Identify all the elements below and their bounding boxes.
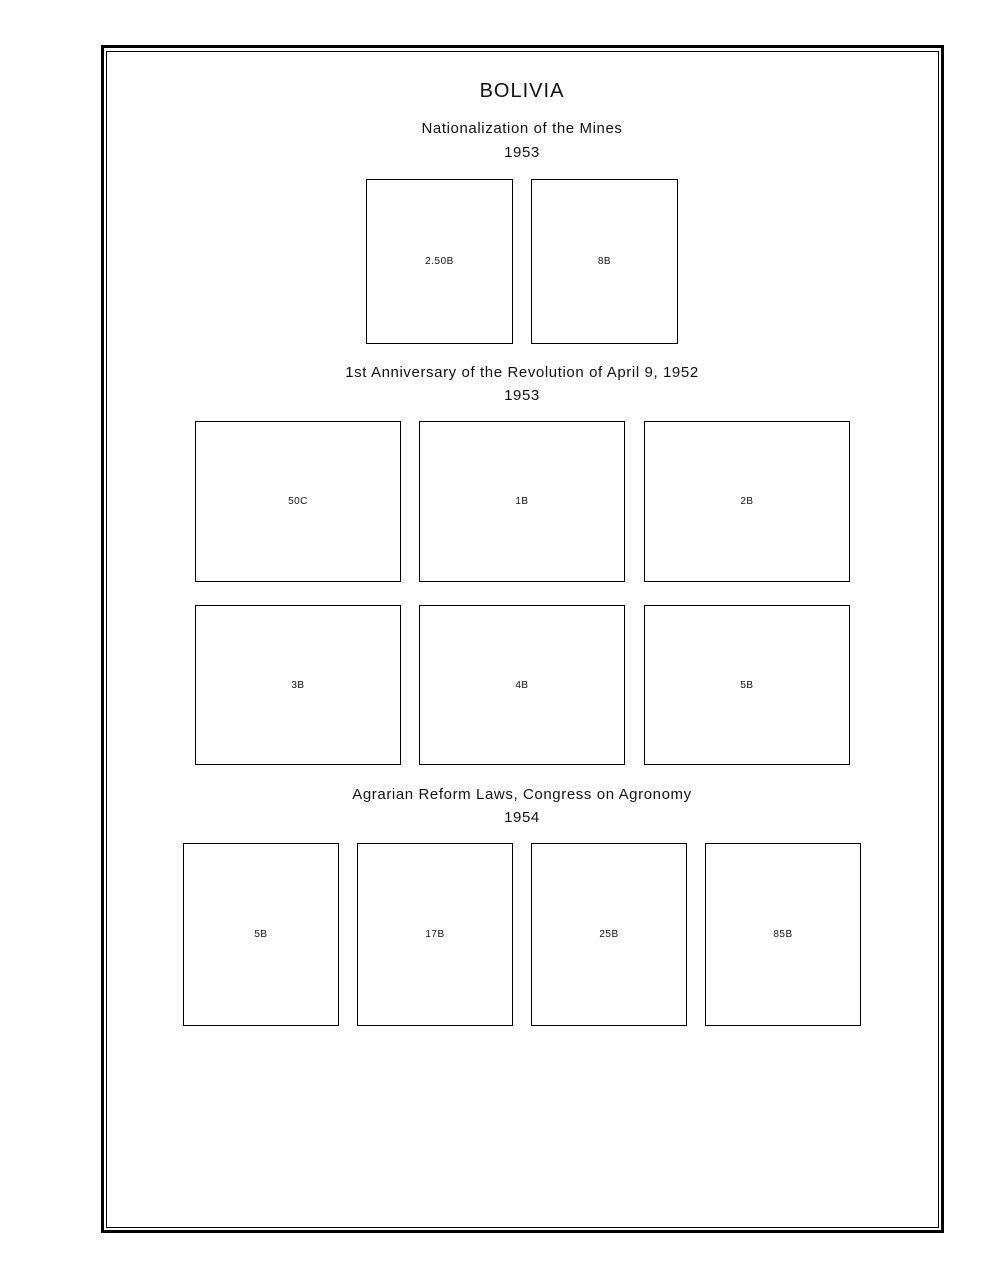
page-title: BOLIVIA xyxy=(479,80,565,102)
stamp-space xyxy=(195,421,401,582)
section-1-year: 1953 xyxy=(504,144,540,161)
stamp-denomination: 2.50B xyxy=(425,256,454,267)
stamp-denomination: 2B xyxy=(740,496,754,507)
stamp-denomination: 3B xyxy=(291,679,305,691)
stamp-space xyxy=(183,843,339,1026)
section-3-year: 1954 xyxy=(504,809,540,826)
stamp-space xyxy=(366,179,513,344)
stamp-denomination: 85B xyxy=(773,929,793,940)
stamp-denomination: 25B xyxy=(599,929,619,940)
stamp-space xyxy=(705,843,861,1026)
stamp-denomination: 50C xyxy=(288,496,308,507)
stamp-space xyxy=(419,605,625,765)
stamp-denomination: 8B xyxy=(597,256,612,267)
stamp-space xyxy=(419,421,625,582)
stamp-denomination: 17B xyxy=(425,929,445,940)
section-3-heading: Agrarian Reform Laws, Congress on Agronomy xyxy=(352,786,692,803)
stamp-space xyxy=(195,605,401,765)
stamp-denomination: 5B xyxy=(740,679,754,691)
stamp-denomination: 4B xyxy=(515,679,529,691)
stamp-space xyxy=(357,843,513,1026)
stamp-space xyxy=(644,605,850,765)
stamp-denomination: 5B xyxy=(254,929,268,940)
stamp-space xyxy=(644,421,850,582)
section-1-heading: Nationalization of the Mines xyxy=(421,120,623,137)
section-2-heading: 1st Anniversary of the Revolution of April 9, 1952 xyxy=(345,364,699,381)
section-2-year: 1953 xyxy=(504,387,540,404)
stamp-space xyxy=(531,843,687,1026)
stamp-space xyxy=(531,179,678,344)
stamp-denomination: 1B xyxy=(515,496,529,507)
